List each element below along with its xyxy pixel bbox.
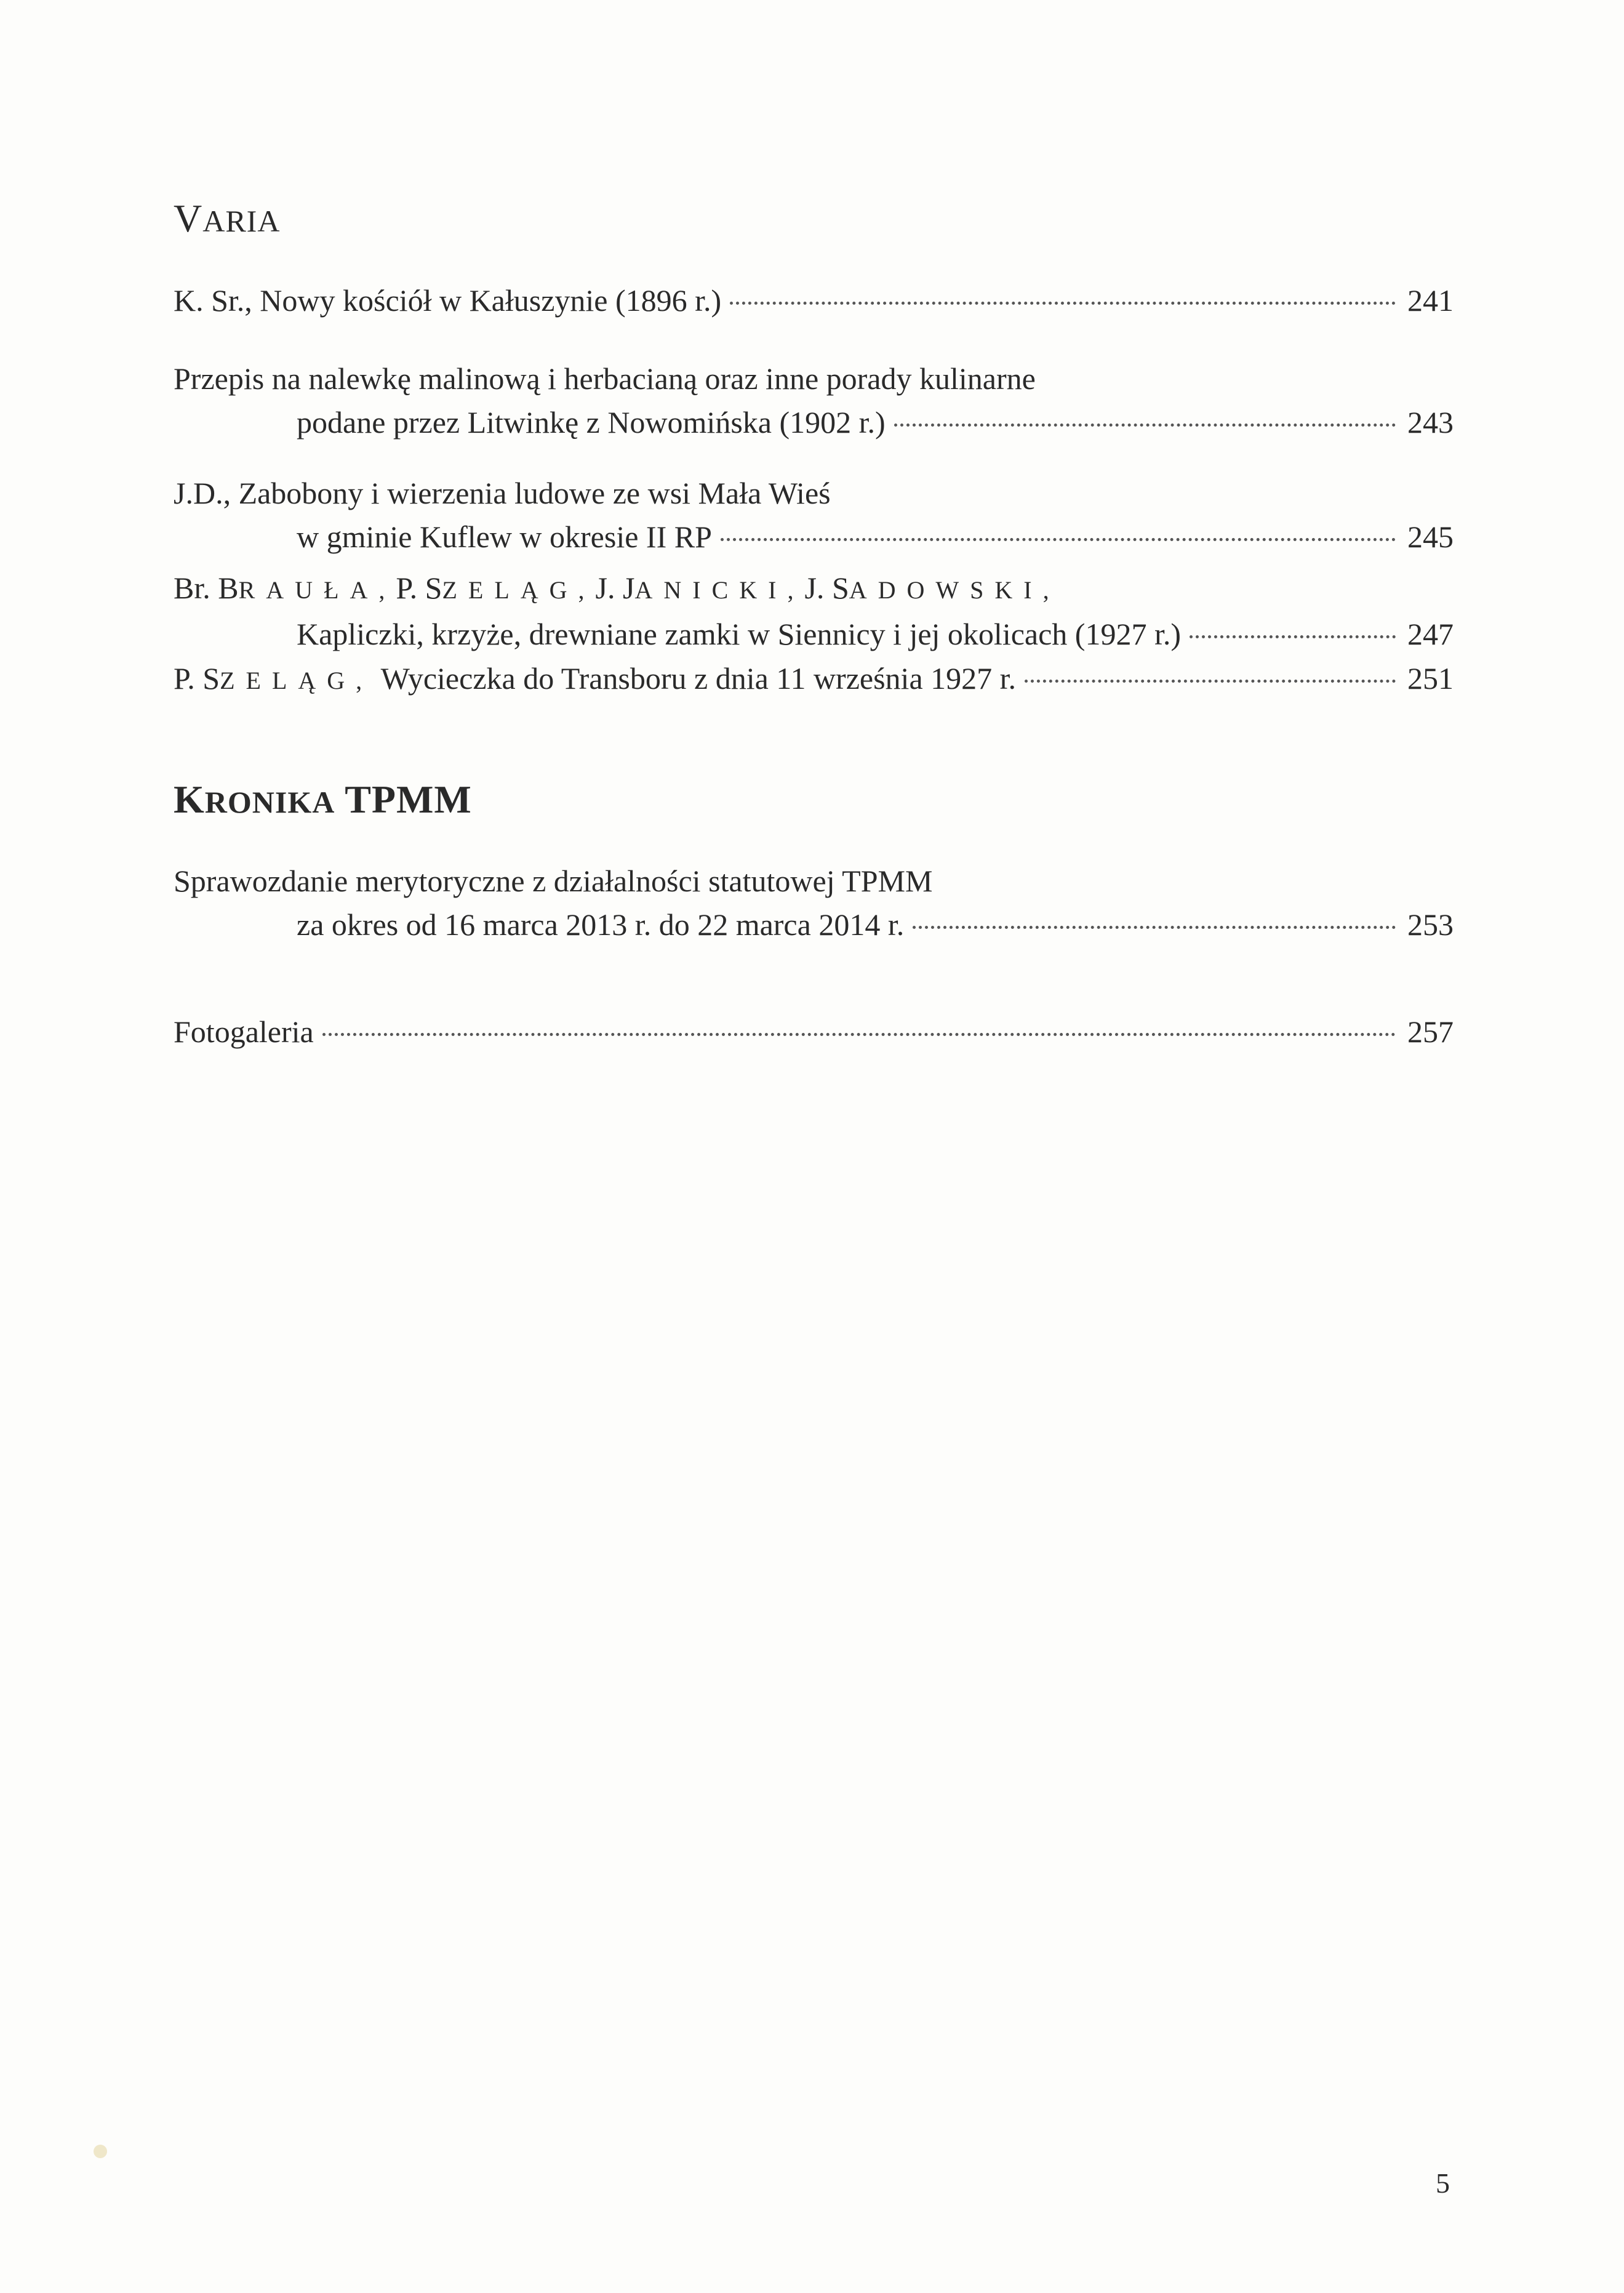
entry-authors: Br. B RAUŁA, P. S ZELĄG, J. J ANICKI, J. S ADOWSKI, bbox=[174, 571, 1060, 605]
section-heading-kronika: KRONIKA TPMM bbox=[174, 777, 472, 821]
entry-page-number: 251 bbox=[1407, 661, 1454, 696]
leader-dots bbox=[913, 895, 1396, 929]
leader-dots bbox=[1025, 649, 1396, 683]
page-folio: 5 bbox=[1436, 2167, 1450, 2199]
toc-entry bbox=[174, 358, 1454, 443]
leader-dots bbox=[721, 507, 1396, 541]
entry-title: Wycieczka do Transboru z dnia 11 września 1927 r. bbox=[380, 661, 1017, 696]
entry-title-cont: w gminie Kuflew w okresie II RP bbox=[297, 520, 712, 554]
entry-title: K. Sr., Nowy kościół w Kałuszynie (1896 r.) bbox=[174, 283, 722, 318]
toc-entry bbox=[174, 473, 1454, 557]
toc-entry bbox=[174, 277, 1454, 321]
toc-entry bbox=[174, 568, 1454, 654]
leader-dots bbox=[730, 271, 1396, 305]
entry-page-number: 243 bbox=[1407, 405, 1454, 440]
paper-speck bbox=[94, 2145, 107, 2158]
entry-page-number: 245 bbox=[1407, 520, 1454, 554]
entry-title: J.D., Zabobony i wierzenia ludowe ze wsi Mała Wieś bbox=[174, 476, 831, 510]
entry-title: Fotogaleria bbox=[174, 1014, 314, 1049]
toc-entry-fotogaleria bbox=[174, 1008, 1454, 1052]
section-heading-varia: VARIA bbox=[174, 196, 281, 240]
entry-title-cont: za okres od 16 marca 2013 r. do 22 marca 2014 r. bbox=[297, 907, 905, 942]
entry-author: P. SZELĄG, bbox=[174, 661, 374, 696]
leader-dots bbox=[894, 393, 1396, 427]
toc-entry bbox=[174, 861, 1454, 945]
entry-page-number: 247 bbox=[1407, 617, 1454, 651]
entry-title-cont: Kapliczki, krzyże, drewniane zamki w Siennicy i jej okolicach (1927 r.) bbox=[297, 617, 1181, 651]
entry-title: Sprawozdanie merytoryczne z działalności statutowej TPMM bbox=[174, 864, 933, 898]
entry-page-number: 257 bbox=[1407, 1014, 1454, 1049]
entry-title-cont: podane przez Litwinkę z Nowomińska (1902 r.) bbox=[297, 405, 886, 440]
entry-title: Przepis na nalewkę malinową i herbacianą oraz inne porady kulinarne bbox=[174, 361, 1036, 396]
leader-dots bbox=[1190, 604, 1396, 638]
leader-dots bbox=[322, 1002, 1396, 1036]
entry-page-number: 241 bbox=[1407, 283, 1454, 318]
toc-entry bbox=[174, 655, 1454, 701]
entry-page-number: 253 bbox=[1407, 907, 1454, 942]
